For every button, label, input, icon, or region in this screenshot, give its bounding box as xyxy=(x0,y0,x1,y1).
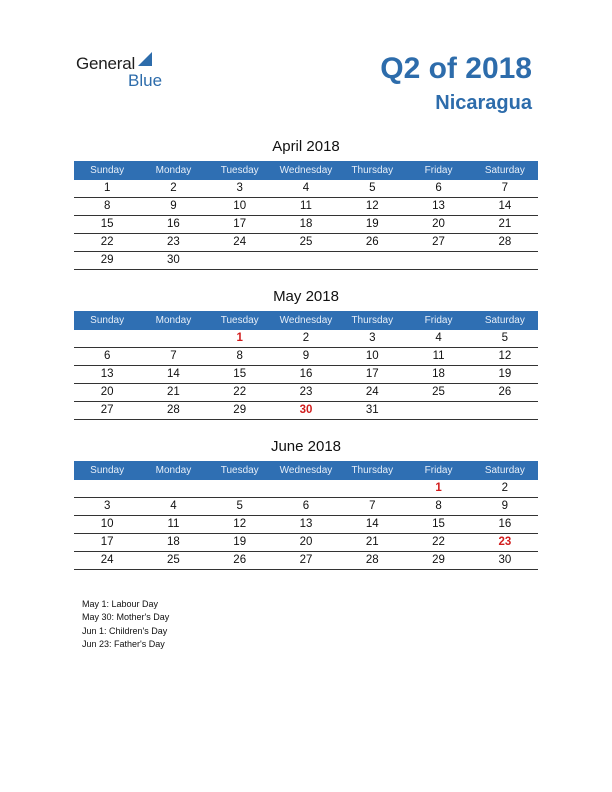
day-cell xyxy=(472,402,538,419)
day-cell: 22 xyxy=(100,236,114,248)
day-cell: 17 xyxy=(100,536,114,548)
day-cell: 17 xyxy=(233,218,247,230)
day-cell: 29 xyxy=(432,554,445,566)
weekday-label: Saturday xyxy=(484,165,525,176)
weekday-label: Monday xyxy=(155,165,192,176)
day-cell: 19 xyxy=(365,218,379,230)
day-cell: 3 xyxy=(103,500,111,512)
country-subtitle: Nicaragua xyxy=(435,92,532,114)
day-cell: 8 xyxy=(236,350,243,362)
day-cell xyxy=(273,480,339,497)
day-cell: 10 xyxy=(365,350,379,362)
month-title: April 2018 xyxy=(272,138,340,155)
day-cell: 28 xyxy=(498,236,512,248)
logo-mark-icon xyxy=(138,52,152,66)
day-cell: 15 xyxy=(233,368,247,380)
holiday-day-cell: 30 xyxy=(299,404,313,416)
weekday-label: Thursday xyxy=(351,465,394,476)
day-cell: 13 xyxy=(100,368,114,380)
day-cell: 30 xyxy=(498,554,512,566)
week-row xyxy=(74,534,538,552)
page-title: Q2 of 2018 xyxy=(380,52,532,85)
weekday-label: Wednesday xyxy=(279,315,333,326)
day-cell: 21 xyxy=(498,218,512,230)
day-cell: 29 xyxy=(233,404,247,416)
day-cell xyxy=(74,330,140,347)
day-cell: 16 xyxy=(299,368,313,380)
day-cell: 24 xyxy=(233,236,247,248)
day-cell: 16 xyxy=(167,218,180,230)
day-cell: 26 xyxy=(498,386,512,398)
day-cell: 9 xyxy=(501,500,509,512)
day-cell xyxy=(339,480,405,497)
day-cell: 7 xyxy=(170,350,177,362)
day-cell xyxy=(140,330,206,347)
day-cell xyxy=(74,480,140,497)
day-cell xyxy=(339,252,405,269)
day-cell: 2 xyxy=(170,182,177,194)
day-cell: 2 xyxy=(501,482,509,494)
day-cell: 15 xyxy=(432,518,445,530)
day-cell: 11 xyxy=(432,350,445,362)
day-cell: 20 xyxy=(100,386,114,398)
weekday-label: Saturday xyxy=(484,315,525,326)
week-row xyxy=(74,552,538,570)
weekday-label: Sunday xyxy=(90,165,125,176)
day-cell: 18 xyxy=(167,536,180,548)
day-cell: 14 xyxy=(498,200,512,212)
day-cell: 12 xyxy=(365,200,379,212)
day-cell: 2 xyxy=(302,332,310,344)
day-cell: 27 xyxy=(100,404,114,416)
week-row xyxy=(74,480,538,498)
week-row xyxy=(74,252,538,270)
week-row xyxy=(74,516,538,534)
day-cell: 1 xyxy=(103,182,111,194)
weekday-label: Thursday xyxy=(351,315,394,326)
day-cell xyxy=(405,402,471,419)
day-cell: 25 xyxy=(432,386,445,398)
day-cell: 20 xyxy=(432,218,445,230)
day-cell: 18 xyxy=(299,218,313,230)
day-cell: 13 xyxy=(299,518,313,530)
day-cell: 16 xyxy=(498,518,512,530)
weekday-label: Friday xyxy=(424,465,453,476)
week-row xyxy=(74,234,538,252)
day-cell: 6 xyxy=(103,350,111,362)
day-cell: 27 xyxy=(299,554,313,566)
week-row xyxy=(74,330,538,348)
day-cell: 4 xyxy=(435,332,442,344)
day-cell: 23 xyxy=(167,236,180,248)
month-calendar xyxy=(74,437,538,570)
day-cell: 14 xyxy=(167,368,180,380)
week-row xyxy=(74,216,538,234)
generalblue-logo xyxy=(76,52,176,92)
month-calendar xyxy=(74,287,538,420)
day-cell: 3 xyxy=(369,332,376,344)
day-cell: 28 xyxy=(365,554,379,566)
day-cell: 24 xyxy=(100,554,114,566)
holiday-note: May 30: Mother's Day xyxy=(82,612,170,623)
week-row xyxy=(74,384,538,402)
day-cell xyxy=(273,252,339,269)
day-cell: 14 xyxy=(365,518,379,530)
weekday-label: Friday xyxy=(424,165,453,176)
weekday-label: Monday xyxy=(155,465,192,476)
day-cell: 9 xyxy=(170,200,177,212)
day-cell xyxy=(140,480,206,497)
day-cell: 10 xyxy=(233,200,247,212)
day-cell: 12 xyxy=(233,518,247,530)
weekday-label: Wednesday xyxy=(279,465,333,476)
day-cell: 7 xyxy=(501,182,509,194)
weekday-label: Sunday xyxy=(90,465,125,476)
day-cell: 23 xyxy=(299,386,313,398)
weekday-label: Tuesday xyxy=(220,165,259,176)
day-cell: 25 xyxy=(299,236,313,248)
day-cell: 24 xyxy=(365,386,379,398)
day-cell: 15 xyxy=(100,218,114,230)
holiday-note: May 1: Labour Day xyxy=(82,599,159,609)
month-calendar xyxy=(74,137,538,270)
day-cell: 27 xyxy=(432,236,445,248)
day-cell: 22 xyxy=(233,386,247,398)
day-cell: 31 xyxy=(365,404,379,416)
day-cell: 25 xyxy=(167,554,180,566)
month-title: May 2018 xyxy=(273,288,339,305)
day-cell xyxy=(405,252,471,269)
day-cell: 20 xyxy=(299,536,313,548)
day-cell: 3 xyxy=(236,182,243,194)
day-cell: 4 xyxy=(170,500,177,512)
day-cell: 18 xyxy=(432,368,445,380)
day-cell: 7 xyxy=(369,500,376,512)
day-cell: 9 xyxy=(302,350,310,362)
weekday-label: Tuesday xyxy=(220,465,259,476)
logo-text-blue: Blue xyxy=(128,71,163,90)
day-cell: 6 xyxy=(435,182,442,194)
holiday-note: Jun 1: Children's Day xyxy=(82,625,168,636)
day-cell: 29 xyxy=(100,254,114,266)
day-cell: 19 xyxy=(233,536,247,548)
weekday-label: Friday xyxy=(424,315,453,326)
week-row xyxy=(74,366,538,384)
weekday-label: Saturday xyxy=(484,465,525,476)
day-cell: 28 xyxy=(167,404,180,416)
day-cell: 22 xyxy=(432,536,445,548)
day-cell: 8 xyxy=(435,500,442,512)
day-cell: 30 xyxy=(167,254,180,266)
day-cell: 5 xyxy=(369,182,376,194)
weekday-label: Tuesday xyxy=(220,315,259,326)
day-cell xyxy=(207,480,273,497)
holiday-day-cell: 1 xyxy=(435,482,442,494)
weekday-label: Wednesday xyxy=(279,165,333,176)
day-cell: 11 xyxy=(300,200,312,212)
day-cell: 26 xyxy=(233,554,247,566)
day-cell: 17 xyxy=(365,368,379,380)
weekday-header xyxy=(74,311,538,330)
day-cell: 5 xyxy=(236,500,243,512)
week-row xyxy=(74,402,538,420)
week-row xyxy=(74,198,538,216)
day-cell: 21 xyxy=(365,536,379,548)
day-cell xyxy=(207,252,273,269)
month-title: June 2018 xyxy=(270,438,342,455)
logo-text-general: General xyxy=(76,54,136,73)
holiday-day-cell: 23 xyxy=(498,536,512,548)
holiday-day-cell: 1 xyxy=(236,332,243,344)
weekday-label: Thursday xyxy=(351,165,394,176)
day-cell xyxy=(472,252,538,269)
day-cell: 19 xyxy=(498,368,512,380)
day-cell: 8 xyxy=(103,200,111,212)
holiday-list xyxy=(82,598,169,651)
week-row xyxy=(74,498,538,516)
weekday-header xyxy=(74,461,538,480)
week-row xyxy=(74,180,538,198)
day-cell: 12 xyxy=(498,350,512,362)
day-cell: 11 xyxy=(167,518,180,530)
day-cell: 4 xyxy=(302,182,310,194)
day-cell: 6 xyxy=(302,500,310,512)
day-cell: 26 xyxy=(365,236,379,248)
day-cell: 5 xyxy=(501,332,509,344)
weekday-label: Sunday xyxy=(90,315,125,326)
week-row xyxy=(74,348,538,366)
day-cell: 13 xyxy=(432,200,445,212)
holiday-note: Jun 23: Father's Day xyxy=(82,638,165,649)
day-cell: 10 xyxy=(100,518,114,530)
weekday-header xyxy=(74,161,538,180)
weekday-label: Monday xyxy=(155,315,192,326)
day-cell: 21 xyxy=(167,386,180,398)
